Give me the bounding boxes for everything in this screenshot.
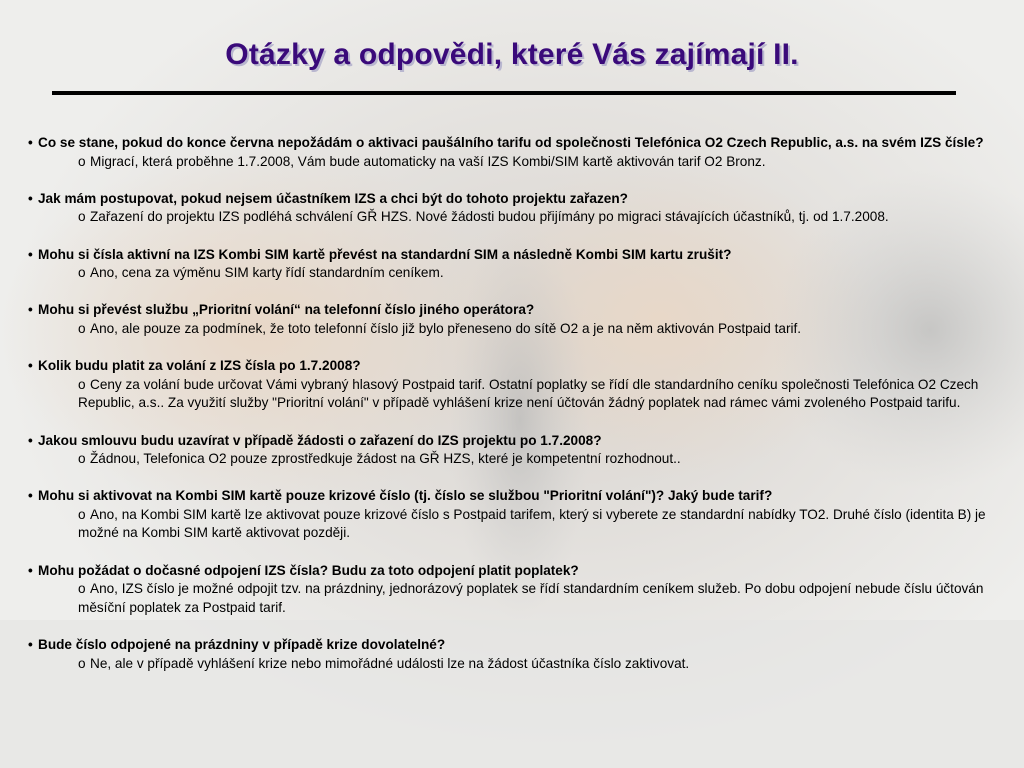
qa-list bbox=[28, 134, 988, 692]
question: • Mohu požádat o dočasné odpojení IZS čísla? Budu za toto odpojení platit poplatek? bbox=[28, 562, 988, 581]
answer-marker: o bbox=[78, 506, 86, 522]
qa-item bbox=[28, 190, 988, 227]
qa-item bbox=[28, 562, 988, 618]
bullet-icon: • bbox=[28, 246, 33, 262]
answer-marker: o bbox=[78, 265, 86, 281]
answer-marker: o bbox=[78, 451, 86, 467]
bullet-icon: • bbox=[28, 488, 33, 504]
answer: o Zařazení do projektu IZS podléhá schválení GŘ HZS. Nové žádosti budou přijímány po migraci stávajících účastníků, tj. od 1.7.2008. bbox=[28, 208, 988, 227]
bullet-icon: • bbox=[28, 358, 33, 374]
qa-item bbox=[28, 301, 988, 338]
slide-title: Otázky a odpovědi, které Vás zajímají II. bbox=[225, 38, 799, 71]
answer: o Migrací, která proběhne 1.7.2008, Vám bude automaticky na vaší IZS Kombi/SIM kartě aktivován tarif O2 Bronz. bbox=[28, 153, 988, 172]
bullet-icon: • bbox=[28, 302, 33, 318]
answer-marker: o bbox=[78, 320, 86, 336]
qa-item bbox=[28, 134, 988, 171]
qa-item bbox=[28, 432, 988, 469]
bullet-icon: • bbox=[28, 637, 33, 653]
answer-marker: o bbox=[78, 655, 86, 671]
answer: o Ano, na Kombi SIM kartě lze aktivovat pouze krizové číslo s Postpaid tarifem, který si vyberete ze standardní nabídky TO2. Druhé číslo (identita B) je možné na Kombi SIM kartě aktivovat později. bbox=[78, 506, 986, 541]
question: • Mohu si převést službu „Prioritní volání“ na telefonní číslo jiného operátora? bbox=[28, 301, 988, 320]
question: • Mohu si čísla aktivní na IZS Kombi SIM kartě převést na standardní SIM a následně Kombi SIM kartu zrušit? bbox=[28, 246, 988, 265]
answer-marker: o bbox=[78, 209, 86, 225]
qa-item bbox=[28, 357, 988, 413]
answer-marker: o bbox=[78, 153, 86, 169]
question: • Mohu si aktivovat na Kombi SIM kartě pouze krizové číslo (tj. číslo se službou "Prioritní volání")? Jaký bude tarif? bbox=[28, 487, 988, 506]
bullet-icon: • bbox=[28, 432, 33, 448]
bullet-icon: • bbox=[28, 562, 33, 578]
answer: o Ne, ale v případě vyhlášení krize nebo mimořádné události lze na žádost účastníka číslo zaktivovat. bbox=[28, 655, 988, 674]
answer-marker: o bbox=[78, 376, 86, 392]
qa-item bbox=[28, 487, 988, 543]
title-underline bbox=[52, 91, 956, 95]
answer-marker: o bbox=[78, 581, 86, 597]
answer: o Žádnou, Telefonica O2 pouze zprostředkuje žádost na GŘ HZS, které je kompetentní rozhodnout.. bbox=[28, 450, 988, 469]
answer: o Ano, IZS číslo je možné odpojit tzv. na prázdniny, jednorázový poplatek se řídí standardním ceníkem služeb. Po dobu odpojení nebude číslu účtován měsíční poplatek za Postpaid tarif. bbox=[78, 581, 984, 615]
answer: o Ano, cena za výměnu SIM karty řídí standardním ceníkem. bbox=[28, 264, 988, 283]
question: • Kolik budu platit za volání z IZS čísla po 1.7.2008? bbox=[28, 357, 988, 376]
question: • Jak mám postupovat, pokud nejsem účastníkem IZS a chci být do tohoto projektu zařazen? bbox=[28, 190, 988, 209]
bullet-icon: • bbox=[28, 135, 33, 150]
question: • Co se stane, pokud do konce června nepožádám o aktivaci paušálního tarifu od společnosti Telefónica O2 Czech Republic, a.s. na svém IZS čísle? bbox=[28, 134, 988, 153]
answer: o Ceny za volání bude určovat Vámi vybraný hlasový Postpaid tarif. Ostatní poplatky se řídí dle standardního ceníku společnosti Telefónica O2 Czech Republic, a.s.. Za využití služby "Prioritní volání" v případě vyhlášení krize není účtován žádný poplatek nad rámec vámi zvoleného Postpaid tarifu. bbox=[78, 376, 979, 411]
question: • Jakou smlouvu budu uzavírat v případě žádosti o zařazení do IZS projektu po 1.7.2008? bbox=[28, 432, 988, 451]
bullet-icon: • bbox=[28, 190, 33, 206]
answer: o Ano, ale pouze za podmínek, že toto telefonní číslo již bylo přeneseno do sítě O2 a je na něm aktivován Postpaid tarif. bbox=[28, 320, 988, 339]
qa-item bbox=[28, 246, 988, 283]
question: • Bude číslo odpojené na prázdniny v případě krize dovolatelné? bbox=[28, 636, 988, 655]
qa-item bbox=[28, 636, 988, 673]
